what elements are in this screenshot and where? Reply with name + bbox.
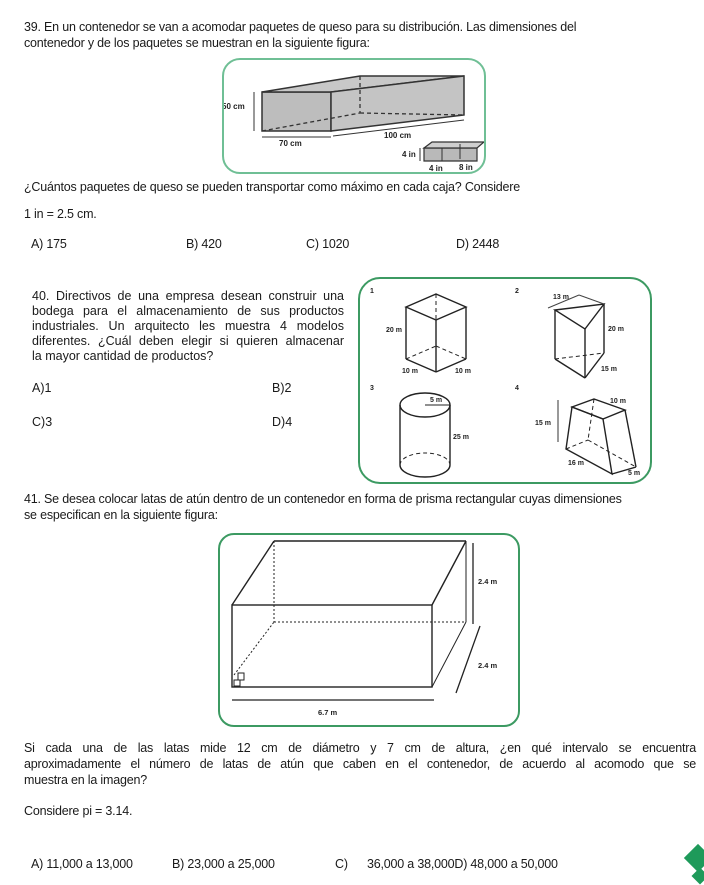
model4-top-label: 10 m <box>610 398 626 405</box>
model2-height-label: 20 m <box>608 326 624 333</box>
model2-number: 2 <box>515 288 519 295</box>
q39-question: ¿Cuántos paquetes de queso se pueden transportar como máximo en cada caja? Considere <box>24 180 521 194</box>
q41-question-line2: aproximadamente el número de latas de atún que caben en el contenedor, de acuerdo al acomodo que se <box>24 757 696 771</box>
q40-line-5: la mayor cantidad de productos? <box>32 349 214 363</box>
model4-depth-label: 5 m <box>628 470 641 477</box>
q40-figure <box>358 277 652 484</box>
model1-base-right-label: 10 m <box>455 368 471 375</box>
model3-number: 3 <box>370 385 374 392</box>
q41-length-label: 6.7 m <box>318 708 338 717</box>
q39-statement-line2: contenedor y de los paquetes se muestran en la siguiente figura: <box>24 36 370 50</box>
model2-base-label: 15 m <box>601 366 617 373</box>
model1-prism <box>406 294 466 372</box>
model1-number: 1 <box>370 288 374 295</box>
q41-statement-line1: 41. Se desea colocar latas de atún dentro de un contenedor en forma de prisma rectangular cuyas dimensiones <box>24 492 622 506</box>
q41-consider: Considere pi = 3.14. <box>24 804 133 818</box>
q40-option-c[interactable]: C)3 <box>32 415 53 429</box>
model3-height-label: 25 m <box>453 434 469 441</box>
q41-option-b[interactable]: B) 23,000 a 25,000 <box>172 857 275 871</box>
q41-statement-line2: se especifican en la siguiente figura: <box>24 508 218 522</box>
model2-top-label: 13 m <box>553 294 569 301</box>
model1-base-left-label: 10 m <box>402 368 418 375</box>
model3-cylinder <box>400 393 450 477</box>
q41-figure <box>218 533 520 727</box>
green-diamond-icon-small <box>692 868 704 885</box>
q40-line-4: diferentes. ¿Cuál deben elegir si quieren almacenar <box>32 334 344 348</box>
q41-height-label: 2.4 m <box>478 577 498 586</box>
q39-option-d[interactable]: D) 2448 <box>456 237 500 251</box>
q39-conversion: 1 in = 2.5 cm. <box>24 207 97 221</box>
model4-height-label: 15 m <box>535 420 551 427</box>
q41-question-line1: Si cada una de las latas mide 12 cm de diámetro y 7 cm de altura, ¿en qué intervalo se encuentra <box>24 741 696 755</box>
model1-height-label: 20 m <box>386 327 402 334</box>
q40-option-b[interactable]: B)2 <box>272 381 292 395</box>
q40-models-diagram <box>360 279 650 482</box>
q39-option-c[interactable]: C) 1020 <box>306 237 350 251</box>
q40-line-2: bodega para el almacenamiento de sus productos <box>32 304 344 318</box>
q41-option-c-label[interactable]: C) <box>335 857 348 871</box>
q41-option-a[interactable]: A) 11,000 a 13,000 <box>31 857 133 871</box>
q39-container-height-label: 50 cm <box>224 102 245 111</box>
q39-package-length-label: 8 in <box>459 163 473 172</box>
q41-depth-label: 2.4 m <box>478 661 498 670</box>
q41-question-line3: muestra en la imagen? <box>24 773 147 787</box>
q39-option-b[interactable]: B) 420 <box>186 237 222 251</box>
q39-option-a[interactable]: A) 175 <box>31 237 67 251</box>
model2-prism <box>555 304 604 378</box>
q40-line-1: 40. Directivos de una empresa desean construir una <box>32 289 344 303</box>
q41-container-diagram <box>220 535 518 725</box>
tuna-can-icon <box>234 673 244 686</box>
q40-option-a[interactable]: A)1 <box>32 381 52 395</box>
q40-line-3: industriales. Un arquitecto les muestra 4 modelos <box>32 319 344 333</box>
model3-radius-label: 5 m <box>430 397 443 404</box>
q39-container-width-label: 70 cm <box>279 139 302 148</box>
q39-statement-line1: 39. En un contenedor se van a acomodar paquetes de queso para su distribución. Las dimensiones del <box>24 20 577 34</box>
q39-package-width-label: 4 in <box>429 164 443 172</box>
q39-container-diagram <box>224 60 484 172</box>
q39-container-length-label: 100 cm <box>384 131 412 140</box>
model4-bottom-label: 16 m <box>568 460 584 467</box>
q40-option-d[interactable]: D)4 <box>272 415 293 429</box>
q40-statement <box>32 289 344 364</box>
q41-option-c-d[interactable]: 36,000 a 38,000D) 48,000 a 50,000 <box>367 857 558 871</box>
q39-package-height-label: 4 in <box>402 150 416 159</box>
q39-figure <box>222 58 486 174</box>
model4-number: 4 <box>515 385 519 392</box>
